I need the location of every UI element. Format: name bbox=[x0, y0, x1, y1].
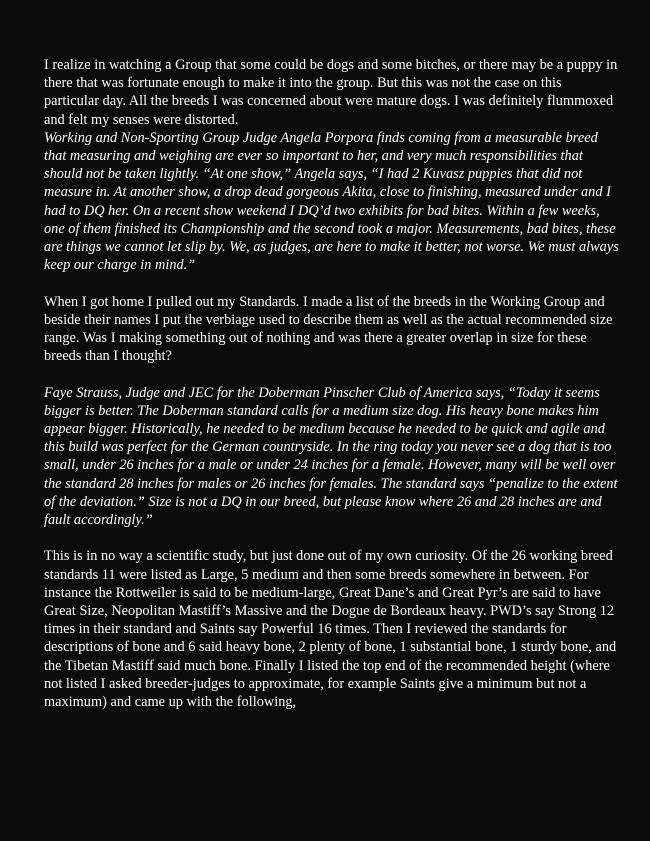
paragraph-spacer bbox=[44, 274, 620, 292]
paragraph-spacer bbox=[44, 529, 620, 547]
document-page bbox=[44, 56, 620, 711]
paragraph-standards-review: When I got home I pulled out my Standards. I made a list of the breeds in the Working Group and beside their names I put the verbiage used to describe them as well as the actual recommended size range. Was I making something out of nothing and was there a greater overlap in size for these breeds than I thought? bbox=[44, 293, 613, 365]
paragraph-group-observation: I realize in watching a Group that some could be dogs and some bitches, or there may be a puppy in there that was fortunate enough to make it into the group. But this was not the case on this particular day. All the breeds I was concerned about were mature dogs. I was definitely flummoxed and felt my senses were distorted. bbox=[44, 57, 618, 128]
paragraph-curiosity-study: This is in no way a scientific study, but just done out of my own curiosity. Of the 26 working breed standards 11 were listed as Large, 5 medium and then some breeds somewhere in between. For instance the Rottweiler is said to be medium-large, Great Dane’s and Great Pyr’s are said to have Great Size, Neopolitan Mastiff’s Massive and the Dogue de Bordeaux heavy. PWD’s say Strong 12 times in their standard and Saints say Powerful 16 times. Then I reviewed the standards for descriptions of bone and 6 said heavy bone, 2 plenty of bone, 1 substantial bone, 1 sturdy bone, and the Tibetan Mastiff said much bone. Finally I listed the top end of the recommended height (where not listed I asked breeder-judges to approximate, for example Saints give a minimum but not a maximum) and came up with the following, bbox=[44, 548, 617, 711]
quote-angela-porpora: Working and Non-Sporting Group Judge Angela Porpora finds coming from a measurable breed that measuring and weighing are ever so important to her, and very much responsibilities that should not be taken lightly. “At one show,” Angela says, “I had 2 Kuvasz puppies that did not measure in. At another show, a drop dead gorgeous Akita, close to finishing, measured under and I had to DQ her. On a recent show weekend I DQ’d two exhibits for bad bites. Within a few weeks, one of them finished its Championship and the second took a major. Measurements, bad bites, these are things we cannot let slip by. We, as judges, are here to make it better, not worse. We must always keep our charge in mind.” bbox=[44, 129, 619, 274]
quote-faye-strauss: Faye Strauss, Judge and JEC for the Doberman Pinscher Club of America says, “Today it seems bigger is better. The Doberman standard calls for a medium size dog. His heavy bone makes him appear bigger. Historically, he needed to be medium because he needed to be quick and agile and this build was perfect for the German countryside. In the ring today you never see a dog that is too small, under 26 inches for a male or under 24 inches for a female. However, many will be well over the standard 28 inches for males or 26 inches for females. The standard says “penalize to the extent of the deviation.” Size is not a DQ in our breed, but please know where 26 and 28 inches are and fault accordingly.” bbox=[44, 384, 618, 529]
paragraph-spacer bbox=[44, 365, 620, 383]
